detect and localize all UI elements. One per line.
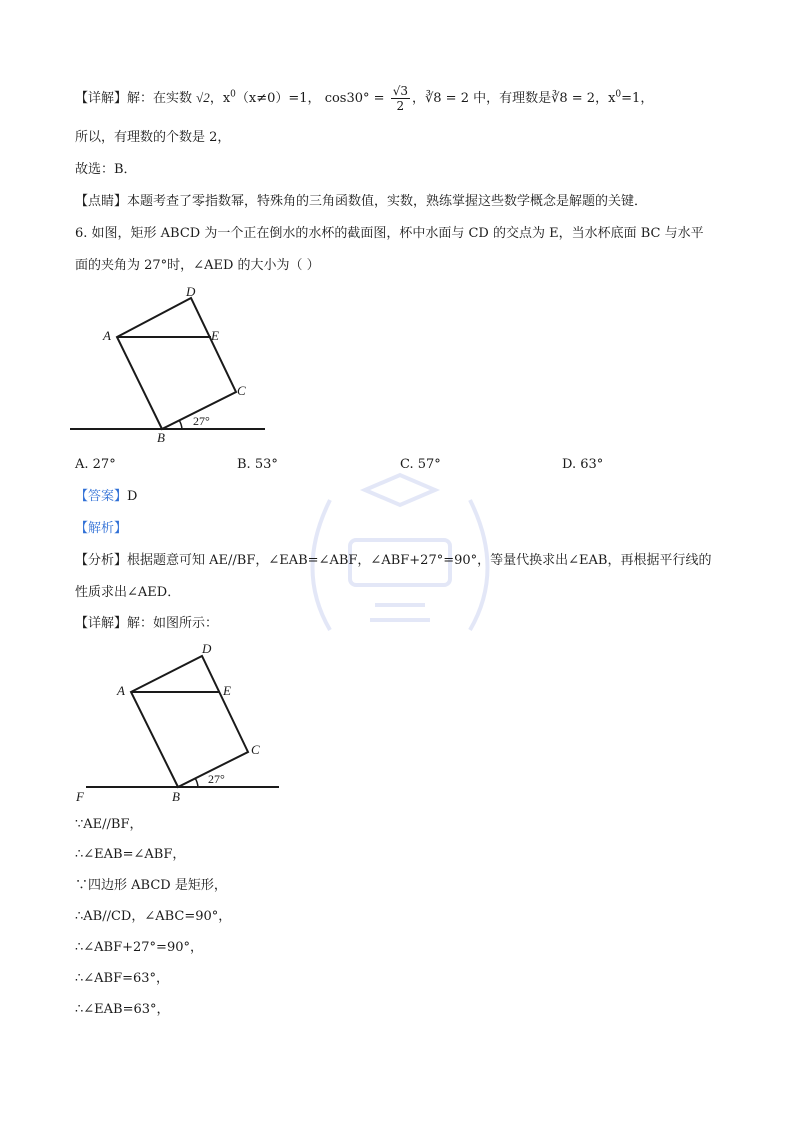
choose-line: 故选：B．	[75, 162, 137, 177]
answer-value: D	[127, 489, 138, 504]
label-e-2: E	[223, 683, 231, 698]
comment-tag: 【点睛】	[75, 194, 128, 209]
label-d-2: D	[202, 641, 212, 656]
analysis-text-1: 根据题意可知 AE//BF，∠EAB=∠ABF，∠ABF+27°=90°，等量代换求出∠EAB，再根据平行线的	[127, 553, 712, 568]
choice-d: D. 63°	[562, 457, 604, 472]
cube-root-part: ，∛8 = 2 中，有理数是∛8 = 2，x	[411, 91, 616, 106]
label-b: B	[157, 430, 165, 442]
analysis-heading: 【解析】	[75, 521, 128, 536]
comment-text: 本题考查了零指数幂，特殊角的三角函数值，实数，熟练掌握这些数学概念是解题的关键．	[127, 194, 648, 209]
step-line-3: ∵四边形 ABCD 是矩形，	[75, 878, 227, 893]
step-line-5: ∴∠ABF+27°=90°，	[75, 940, 203, 955]
figure-1	[70, 282, 270, 442]
label-a-2: A	[117, 683, 125, 698]
comment-line	[75, 192, 647, 212]
question-line-1: 6. 如图，矩形 ABCD 为一个正在倒水的水杯的截面图，杯中水面与 CD 的交点为 E，当水杯底面 BC 与水平	[75, 226, 704, 241]
label-e: E	[211, 328, 219, 343]
step-line-2: ∴∠EAB=∠ABF，	[75, 847, 186, 862]
fraction-numerator: √3	[392, 84, 408, 98]
sqrt2: √2	[196, 90, 210, 105]
step-line-7: ∴∠EAB=63°，	[75, 1002, 170, 1017]
fraction-sqrt3-over-2	[391, 84, 410, 113]
step-line-4: ∴AB//CD，∠ABC=90°，	[75, 909, 232, 924]
detail-lead: 解：在实数	[127, 91, 193, 106]
detail-tag: 【详解】	[75, 91, 128, 106]
answer-tag: 【答案】	[75, 489, 128, 504]
x-condition: （x≠0）=1，	[235, 91, 321, 106]
label-a: A	[103, 328, 111, 343]
analysis-line-2: 性质求出∠AED．	[75, 585, 181, 600]
label-f-2: F	[76, 789, 84, 804]
rectangle-abcd-2	[131, 656, 248, 787]
angle-arc-2	[195, 778, 198, 787]
sup-zero-b: 0	[615, 89, 622, 100]
sup-zero: 0	[230, 89, 236, 100]
choice-b: B. 53°	[237, 457, 278, 472]
question-line-2: 面的夹角为 27°时，∠AED 的大小为（ ）	[75, 258, 320, 273]
label-b-2: B	[172, 789, 180, 804]
step-line-1: ∵AE//BF，	[75, 817, 143, 832]
angle-label: 27°	[193, 414, 210, 428]
answer-line	[75, 487, 137, 507]
choice-a: A. 27°	[75, 457, 116, 472]
angle-label-2: 27°	[208, 772, 225, 786]
label-d: D	[186, 284, 196, 299]
detail-line-1	[75, 84, 653, 113]
label-c-2: C	[251, 742, 260, 757]
detail2-line	[75, 614, 218, 634]
detail2-text: 解：如图所示：	[127, 616, 219, 631]
step-line-6: ∴∠ABF=63°，	[75, 971, 170, 986]
angle-arc	[179, 420, 182, 429]
x0-part: ，x	[209, 91, 231, 106]
label-c: C	[237, 383, 246, 398]
cos30: cos30° =	[324, 91, 385, 106]
analysis-line-1	[75, 551, 711, 571]
rectangle-abcd	[117, 298, 236, 429]
detail-tail: =1，	[621, 91, 654, 106]
fraction-denominator: 2	[396, 99, 405, 113]
detail2-tag: 【详解】	[75, 616, 128, 631]
count-line: 所以，有理数的个数是 2，	[75, 130, 231, 145]
analysis-tag: 【分析】	[75, 553, 128, 568]
choice-c: C. 57°	[400, 457, 441, 472]
figure-2	[74, 640, 284, 805]
